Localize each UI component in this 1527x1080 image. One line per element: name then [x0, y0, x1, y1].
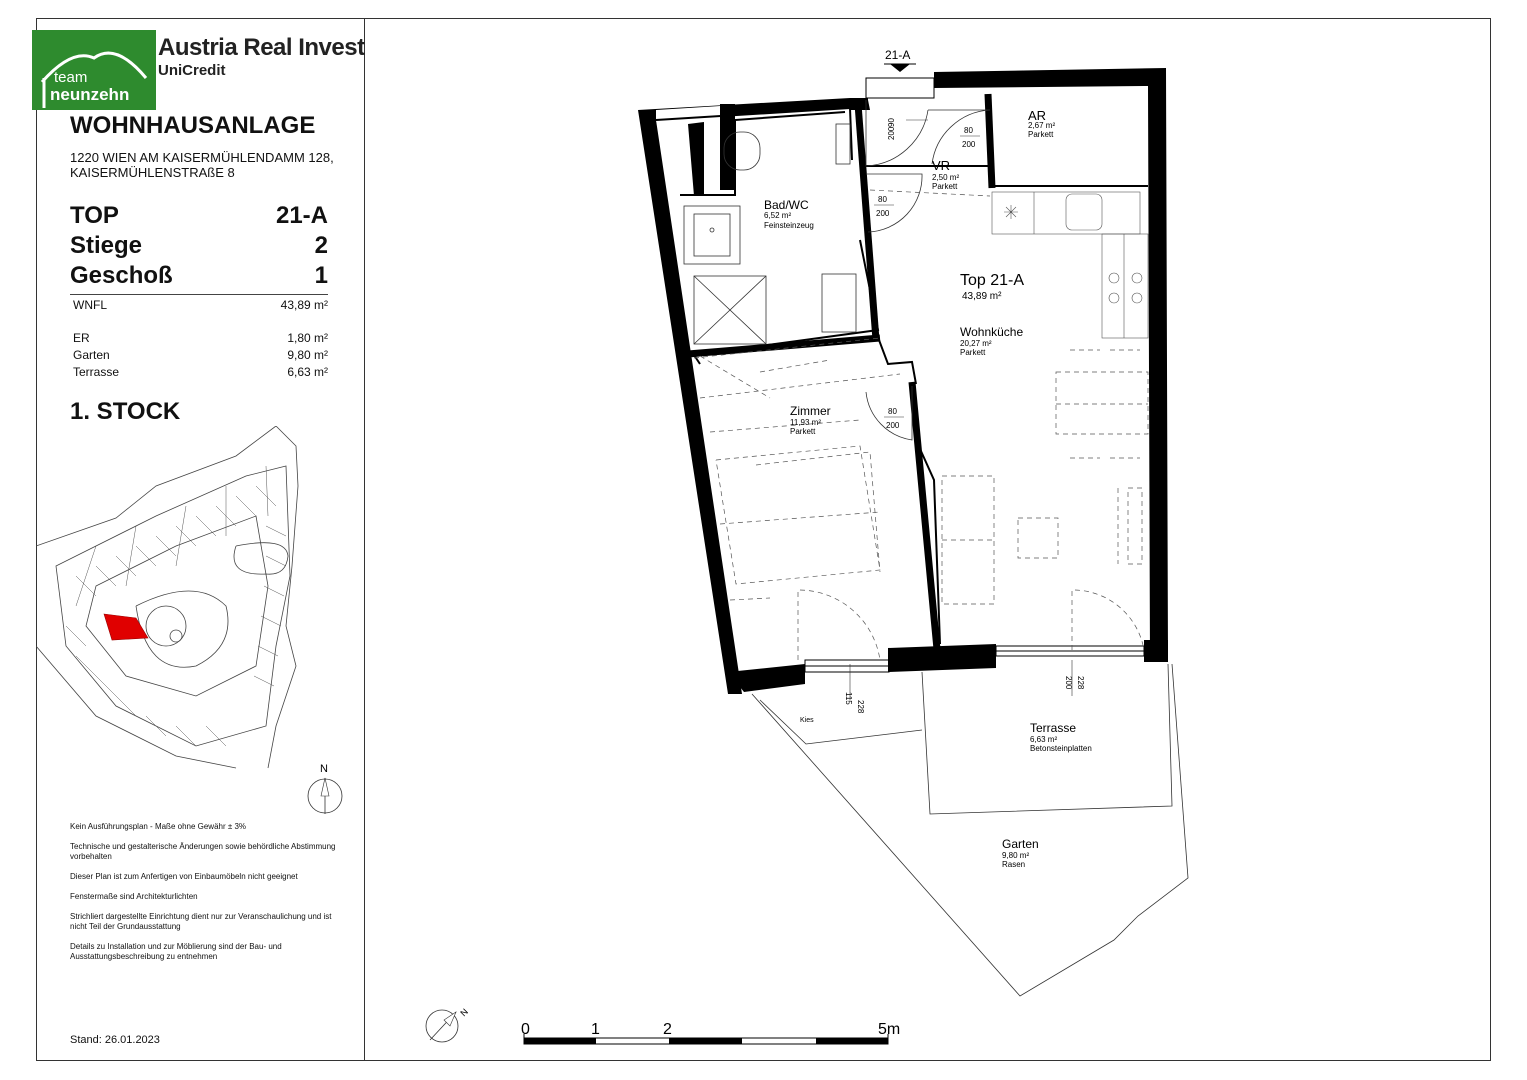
room-vr-area: 2,50 m²	[932, 173, 960, 182]
room-zimmer-name: Zimmer	[790, 404, 831, 418]
stand-date: Stand: 26.01.2023	[70, 1034, 160, 1046]
room-vr-name: VR	[932, 158, 951, 173]
geschoss-value: 1	[314, 262, 328, 289]
room-ar-floor: Parkett	[1028, 130, 1054, 139]
note-item: Details zu Installation und zur Möblierung sind der Bau- und Ausstattungsbeschreibung zu entnehmen	[70, 942, 282, 961]
room-garten-area: 9,80 m²	[1002, 851, 1030, 860]
address-line-2: KAISERMÜHLENSTRAßE 8	[70, 165, 235, 180]
door-swings	[866, 100, 990, 440]
windows	[805, 78, 1144, 672]
room-ar-area: 2,67 m²	[1028, 121, 1056, 130]
room-terrasse-floor: Betonsteinplatten	[1030, 744, 1092, 753]
note-item: Strichliert dargestellte Einrichtung dient nur zur Veranschaulichung und ist nicht Teil der Grundausstattung	[70, 912, 332, 931]
wnfl-label: WNFL	[73, 298, 107, 312]
room-bad-area: 6,52 m²	[764, 211, 792, 220]
dim-win1-w: 228	[856, 700, 865, 714]
dim-ar-h: 200	[962, 140, 976, 149]
unit-name: Top 21-A	[960, 272, 1025, 289]
room-wohn-area: 20,27 m²	[960, 339, 992, 348]
room-wohn-name: Wohnküche	[960, 325, 1024, 339]
er-label: ER	[73, 331, 90, 345]
walls	[638, 68, 1168, 694]
kitchen-unit	[992, 192, 1148, 338]
plan-north-label: N	[458, 1006, 471, 1019]
north-label: N	[320, 763, 328, 775]
wnfl-value: 43,89 m²	[280, 298, 328, 312]
room-ar-name: AR	[1028, 108, 1047, 123]
room-terrasse-area: 6,63 m²	[1030, 735, 1058, 744]
logo-text-team: team	[54, 69, 88, 86]
top-value: 21-A	[275, 202, 328, 229]
area-kies-label: Kies	[800, 717, 814, 724]
door-dimensions	[844, 118, 1085, 714]
geschoss-label: Geschoß	[70, 262, 173, 289]
dim-bad-w: 80	[878, 195, 887, 204]
scale-bar	[521, 1021, 900, 1044]
dim-win2-h: 200	[1064, 676, 1073, 690]
plan-north-arrow-icon	[426, 1007, 470, 1042]
scale-label-5m: 5m	[878, 1021, 901, 1038]
outdoor-outline	[752, 664, 1188, 996]
garten-label: Garten	[73, 348, 110, 362]
room-bad-floor: Feinsteinzeug	[764, 221, 814, 230]
scale-label-2: 2	[663, 1021, 672, 1038]
room-terrasse-name: Terrasse	[1030, 721, 1077, 735]
dim-win2-w: 228	[1076, 676, 1085, 690]
note-item: Dieser Plan ist zum Anfertigen von Einbaumöbeln nicht geeignet	[70, 872, 298, 881]
floor-title: 1. STOCK	[70, 398, 181, 425]
note-item: Fenstermaße sind Architekturlichten	[70, 892, 198, 901]
dim-win1-h: 115	[844, 692, 853, 705]
stiege-label: Stiege	[70, 232, 143, 259]
terrasse-value: 6,63 m²	[287, 365, 328, 379]
project-title: WOHNHAUSANLAGE	[70, 112, 316, 139]
scale-label-0: 0	[521, 1021, 530, 1038]
entry-label: 21-A	[885, 48, 911, 62]
brand-subname: UniCredit	[158, 62, 226, 79]
er-value: 1,80 m²	[287, 331, 328, 345]
dim-zimmer-h: 200	[886, 421, 900, 430]
unit-area: 43,89 m²	[962, 291, 1002, 302]
dim-ar-w: 80	[964, 126, 973, 135]
room-zimmer-area: 11,93 m²	[790, 418, 821, 427]
garten-value: 9,80 m²	[287, 348, 328, 362]
dim-zimmer-w: 80	[888, 407, 897, 416]
address-line-1: 1220 WIEN AM KAISERMÜHLENDAMM 128,	[70, 150, 334, 165]
logo-text-neunzehn: neunzehn	[50, 85, 130, 104]
dimension-ticks	[850, 120, 1072, 700]
room-wohn-floor: Parkett	[960, 348, 986, 357]
dashed-furniture	[694, 190, 1148, 660]
dim-bad-h: 200	[876, 209, 890, 218]
top-label: TOP	[70, 202, 119, 229]
scale-label-1: 1	[591, 1021, 600, 1038]
dim-entry-h-visible: 200	[887, 126, 896, 140]
room-zimmer-floor: Parkett	[790, 427, 816, 436]
stiege-value: 2	[314, 232, 328, 259]
note-item: Kein Ausführungsplan - Maße ohne Gewähr ± 3%	[70, 822, 247, 831]
terrasse-label: Terrasse	[73, 365, 120, 379]
entry-arrow-icon	[890, 64, 910, 72]
dim-entry-w: 90	[887, 118, 896, 127]
room-vr-floor: Parkett	[932, 182, 958, 191]
brand-name: Austria Real Invest	[158, 34, 365, 61]
room-garten-floor: Rasen	[1002, 860, 1026, 869]
room-garten-name: Garten	[1002, 837, 1039, 851]
room-bad-name: Bad/WC	[764, 198, 809, 212]
note-item: Technische und gestalterische Änderungen sowie behördliche Abstimmung vorbehalten	[70, 842, 336, 861]
